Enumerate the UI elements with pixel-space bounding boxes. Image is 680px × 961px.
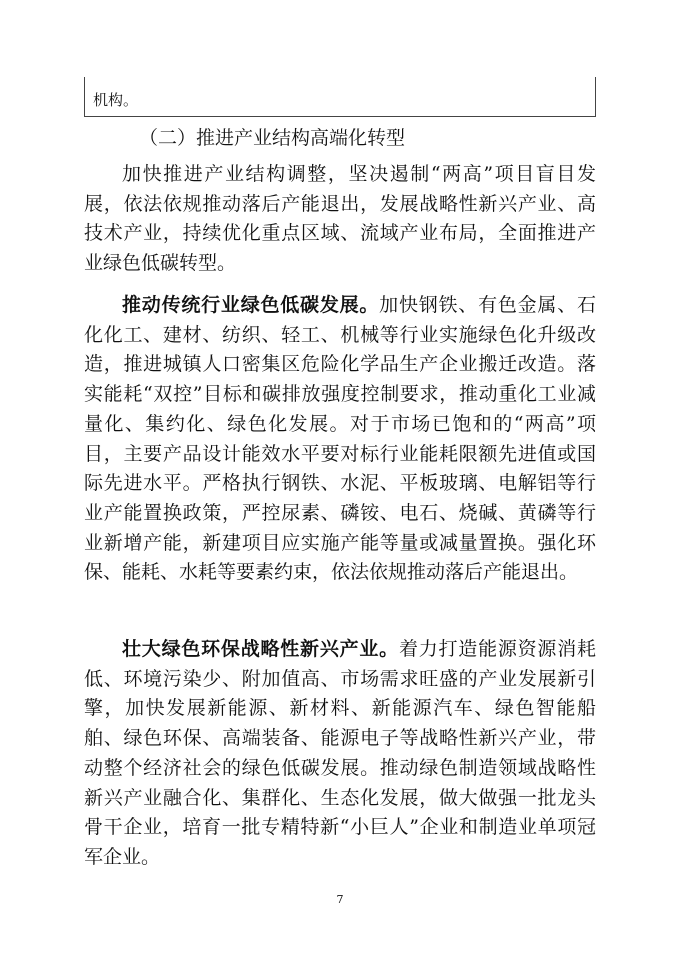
body-paragraph [84, 635, 596, 873]
page-number: 7 [336, 893, 344, 906]
section-heading: （二）推进产业结构高端化转型 [139, 127, 406, 149]
intro-paragraph: 加快推进产业结构调整，坚决遏制“两高”项目盲目发展，依法依规推动落后产能退出，发展战略性新兴产业、高技术产业，持续优化重点区域、流域产业布局，全面推进产业绿色低碳转型。 [84, 163, 596, 275]
paragraph-body: 加快钢铁、有色金属、石化化工、建材、纺织、轻工、机械等行业实施绿色化升级改造，推进城镇人口密集区危险化学品生产企业搬迁改造。落实能耗“双控”目标和碳排放强度控制要求，推动重化工业减量化、集约化、绿色化发展。对于市场已饱和的“两高”项目，主要产品设计能效水平要对标行业能耗限额先进值或国际先进水平。严格执行钢铁、水泥、平板玻璃、电解铝等行业产能置换政策，严控尿素、磷铵、电石、烧碱、黄磷等行业新增产能，新建项目应实施产能等量或减量置换。强化环保、能耗、水耗等要素约束，依法依规推动落后产能退出。 [84, 294, 596, 584]
paragraph-body: 着力打造能源资源消耗低、环境污染少、附加值高、市场需求旺盛的产业发展新引擎，加快发展新能源、新材料、新能源汽车、绿色智能船舶、绿色环保、高端装备、能源电子等战略性新兴产业，带动整个经济社会的绿色低碳发展。推动绿色制造领域战略性新兴产业融合化、集群化、生态化发展，做大做强一批龙头骨干企业，培育一批专精特新“小巨人”企业和制造业单项冠军企业。 [84, 638, 596, 868]
paragraph-lead: 壮大绿色环保战略性新兴产业。 [122, 638, 399, 660]
boxed-text: 机构。 [93, 91, 139, 109]
paragraph-lead: 推动传统行业绿色低碳发展。 [122, 294, 380, 316]
boxed-text-fragment [84, 77, 596, 117]
body-paragraph [84, 291, 596, 588]
